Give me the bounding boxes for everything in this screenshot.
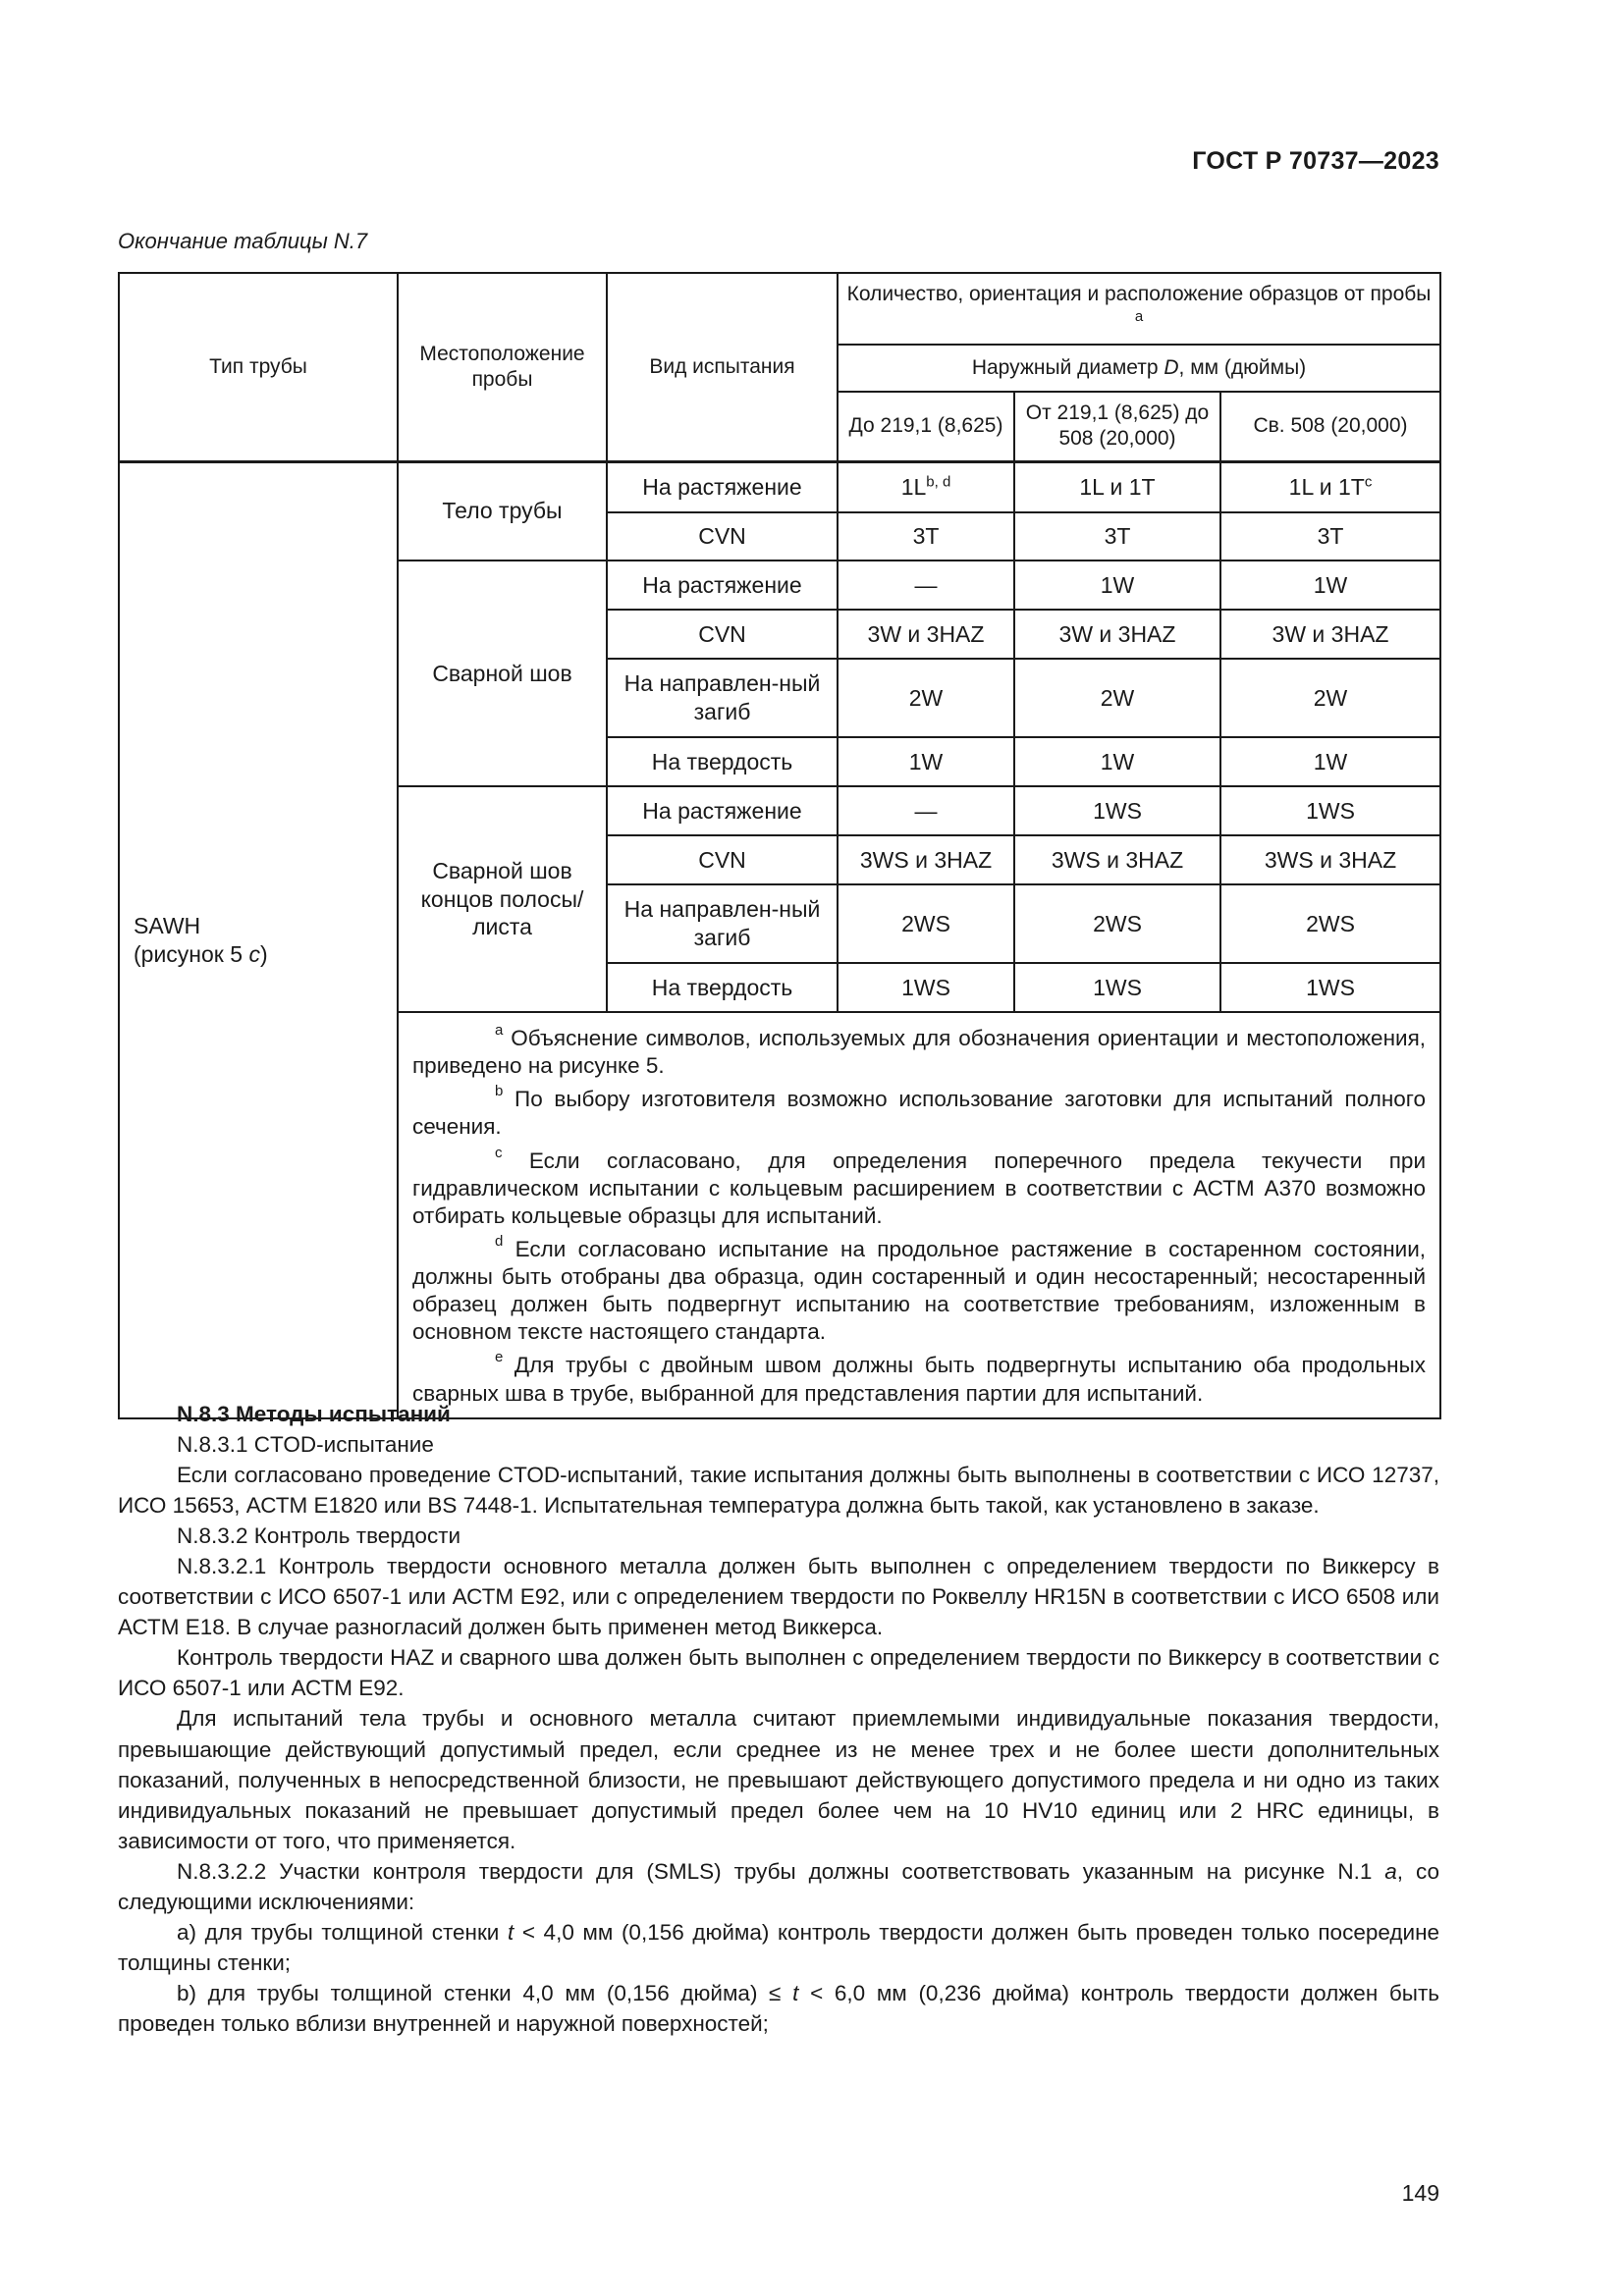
header-sample-group: [838, 273, 1440, 345]
location-pipe-body: Тело трубы: [398, 461, 607, 561]
value-cell: 1WS: [1220, 786, 1440, 835]
footnote-ref-c: c: [1364, 473, 1373, 491]
footnote-text: Объяснение символов, используемых для обозначения ориентации и местоположения, приведено на рисунке 5.: [412, 1026, 1427, 1079]
footnote-ref-bd: b, d: [926, 473, 951, 491]
header-diameter-post: , мм (дюймы): [1178, 355, 1307, 379]
pipe-type-sub-post: ): [259, 940, 268, 967]
test-cell: На растяжение: [607, 786, 838, 835]
value-cell: 3WS и 3HAZ: [838, 835, 1014, 884]
value-cell: 1W: [1014, 561, 1220, 610]
value-cell: —: [838, 561, 1014, 610]
footnote-mark: d: [495, 1232, 504, 1250]
paragraph-part: , со следующими исключениями:: [118, 1858, 1439, 1914]
paragraph: Для испытаний тела трубы и основного металла считают приемлемыми индивидуальные показания твердости, превышающие действующий допустимый предел, если среднее из не менее трех и не более шести дополнительных показаний, полученных в непосредственной близости, не превышают действующего допустимого предела и ни одно из таких индивидуальных показаний не превышает допустимый предел более чем на 10 HV10 единиц или 2 HRC единицы, в зависимости от того, что применяется.: [118, 1706, 1439, 1853]
value-cell: 3T: [1014, 512, 1220, 561]
value-cell: 3T: [1220, 512, 1440, 561]
pipe-type-cell: [119, 461, 398, 1418]
paragraph-part: b) для трубы толщиной стенки 4,0 мм (0,156 дюйма) ≤: [177, 1980, 793, 2005]
value-cell: 2WS: [1014, 884, 1220, 963]
value-cell: 3WS и 3HAZ: [1014, 835, 1220, 884]
value-cell: [838, 461, 1014, 512]
test-cell: На твердость: [607, 963, 838, 1012]
value-cell: 2WS: [838, 884, 1014, 963]
test-cell: CVN: [607, 512, 838, 561]
test-cell: На твердость: [607, 737, 838, 786]
value-cell: 2WS: [1220, 884, 1440, 963]
test-cell: На направлен-ный загиб: [607, 659, 838, 737]
table-n7: [118, 272, 1441, 1419]
footnote-text: По выбору изготовителя возможно использование заготовки для испытаний полного сечения.: [412, 1087, 1427, 1140]
value-cell: 1WS: [1014, 786, 1220, 835]
test-cell: На растяжение: [607, 561, 838, 610]
value-cell: 2W: [1014, 659, 1220, 737]
value-cell: 1W: [1014, 737, 1220, 786]
value-cell: 2W: [838, 659, 1014, 737]
header-pipe-type: Тип трубы: [119, 273, 398, 461]
value-cell: —: [838, 786, 1014, 835]
footnote-c: [412, 1144, 1427, 1230]
location-weld-seam: Сварной шов: [398, 561, 607, 786]
paragraph-part: < 6,0 мм (0,236 дюйма) контроль твердости должен быть проведен только вблизи внутренней и наружной поверхностей;: [118, 1980, 1440, 2036]
pipe-type-sub-pre: (рисунок 5: [134, 940, 249, 967]
body-text: [118, 1399, 1439, 2039]
header-diameter: [838, 345, 1440, 392]
list-item-b: [118, 1978, 1439, 2039]
footnote-mark: b: [495, 1083, 504, 1100]
header-col2: От 219,1 (8,625) до 508 (20,000): [1014, 392, 1220, 461]
header-diameter-var: D: [1164, 355, 1179, 379]
list-item-a: [118, 1917, 1439, 1978]
value-cell: 1WS: [1220, 963, 1440, 1012]
paragraph: N.8.3.2 Контроль твердости: [177, 1523, 461, 1549]
test-cell: На растяжение: [607, 461, 838, 512]
header-diameter-pre: Наружный диаметр: [971, 355, 1164, 379]
table-footnotes: [398, 1012, 1440, 1418]
paragraph-part: < 4,0 мм (0,156 дюйма) контроль твердости должен быть проведен только посередине толщины стенки;: [118, 1919, 1440, 1975]
paragraph-var: a: [1384, 1858, 1397, 1884]
value-cell: 1W: [838, 737, 1014, 786]
section-heading: N.8.3 Методы испытаний: [177, 1402, 451, 1426]
value-cell: 2W: [1220, 659, 1440, 737]
pipe-type-sub-var: c: [248, 940, 260, 967]
test-cell: На направлен-ный загиб: [607, 884, 838, 963]
value-cell: 1W: [1220, 561, 1440, 610]
footnote-d: [412, 1232, 1427, 1347]
footnote-b: [412, 1083, 1427, 1141]
value-cell: 3W и 3HAZ: [1014, 610, 1220, 659]
header-test-type: Вид испытания: [607, 273, 838, 461]
table-continuation-caption: Окончание таблицы N.7: [118, 229, 368, 253]
value-cell: 3T: [838, 512, 1014, 561]
footnote-ref-a: a: [1134, 307, 1144, 325]
paragraph: Если согласовано проведение CTOD-испытаний, такие испытания должны быть выполнены в соответствии с ИСО 12737, ИСО 15653, АСТМ Е1820 или BS 7448-1. Испытательная температура должна быть такой, как установлено в заказе.: [118, 1463, 1439, 1519]
footnote-mark: a: [495, 1022, 504, 1039]
value-cell: 3W и 3HAZ: [838, 610, 1014, 659]
pipe-type: SAWH: [134, 912, 201, 938]
footnote-text: Для трубы с двойным швом должны быть подвергнуты испытанию оба продольных сварных шва в трубе, выбранной для представления партии для испытаний.: [412, 1353, 1427, 1406]
location-strip-end-weld: Сварной шов концов полосы/листа: [398, 786, 607, 1012]
value-cell: 1W: [1220, 737, 1440, 786]
header-location: Местоположение пробы: [398, 273, 607, 461]
page-number: 149: [1401, 2180, 1439, 2206]
footnote-a: [412, 1022, 1427, 1080]
footnote-mark: c: [495, 1144, 503, 1161]
header-sample-group-text: Количество, ориентация и расположение образцов от пробы: [846, 283, 1432, 306]
paragraph-var: t: [792, 1980, 799, 2005]
paragraph-part: N.8.3.2.2 Участки контроля твердости для (SMLS) трубы должны соответствовать указанным на рисунке N.1: [177, 1858, 1385, 1884]
value-cell: 1L и 1T: [1014, 461, 1220, 512]
value-cell: 1WS: [838, 963, 1014, 1012]
value-cell: 1WS: [1014, 963, 1220, 1012]
paragraph: Контроль твердости HAZ и сварного шва должен быть выполнен с определением твердости по Виккерсу в соответствии с ИСО 6507-1 или АСТМ Е92.: [118, 1645, 1439, 1701]
value-cell: [1220, 461, 1440, 512]
footnote-text: Если согласовано испытание на продольное растяжение в состаренном состоянии, должны быть отобраны два образца, один состаренный и один несостаренный; несостаренный образец должен быть подвергнут испытанию на соответствие требованиям, изложенным в основном тексте настоящего стандарта.: [412, 1236, 1427, 1345]
value-cell: 3W и 3HAZ: [1220, 610, 1440, 659]
value-cell: 3WS и 3HAZ: [1220, 835, 1440, 884]
paragraph: [118, 1856, 1439, 1917]
paragraph: N.8.3.1 CTOD-испытание: [177, 1432, 434, 1458]
value-text: 1L: [900, 473, 927, 500]
paragraph-part: a) для трубы толщиной стенки: [177, 1919, 508, 1945]
footnote-mark: e: [495, 1349, 504, 1366]
test-cell: CVN: [607, 835, 838, 884]
test-cell: CVN: [607, 610, 838, 659]
paragraph: N.8.3.2.1 Контроль твердости основного металла должен быть выполнен с определением твердости по Виккерсу в соответствии с ИСО 6507-1 или АСТМ Е92, или с определением твердости по Роквеллу HR15N в соответствии с ИСО 6508 или АСТМ Е18. В случае разногласий должен быть применен метод Виккерса.: [118, 1554, 1439, 1640]
standard-designation: ГОСТ Р 70737—2023: [1192, 147, 1439, 175]
header-col1: До 219,1 (8,625): [838, 392, 1014, 461]
paragraph-var: t: [507, 1919, 514, 1945]
footnote-text: Если согласовано, для определения поперечного предела текучести при гидравлическом испытании с кольцевым расширением в соответствии с АСТМ А370 возможно отбирать кольцевые образцы для испытаний.: [412, 1148, 1427, 1228]
header-col3: Св. 508 (20,000): [1220, 392, 1440, 461]
value-text: 1L и 1T: [1288, 473, 1365, 500]
